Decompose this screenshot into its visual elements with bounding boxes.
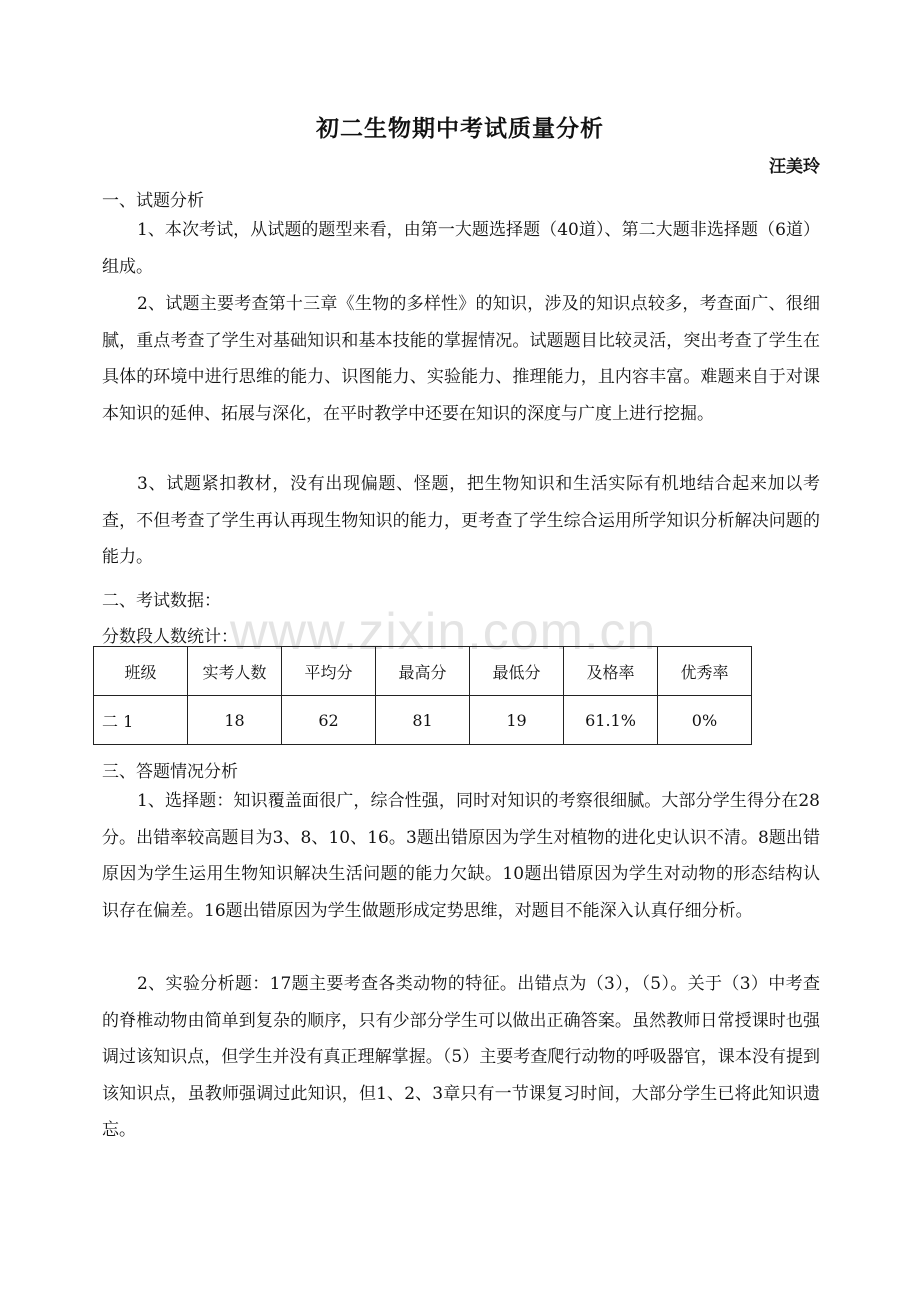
table-cell: 61.1% — [564, 696, 658, 745]
table-header-cell: 平均分 — [282, 647, 376, 696]
table-cell: 0% — [658, 696, 752, 745]
section1-paragraph-3: 3、试题紧扣教材，没有出现偏题、怪题，把生物知识和生活实际有机地结合起来加以考查，不但考查了学生再认再现生物知识的能力，更考查了学生综合运用所学知识分析解决问题的能力。 — [102, 474, 820, 567]
score-stats-label: 分数段人数统计： — [102, 627, 238, 647]
section1-paragraph-1: 1、本次考试，从试题的题型来看，由第一大题选择题（40道）、第二大题非选择题（6道）组成。 — [102, 220, 820, 277]
table-header-cell: 优秀率 — [658, 647, 752, 696]
section3-paragraph-1: 1、选择题：知识覆盖面很广，综合性强，同时对知识的考察很细腻。大部分学生得分在28分。出错率较高题目为3、8、10、16。3题出错原因为学生对植物的进化史认识不清。8题出错原因为学生运用生物知识解决生活问题的能力欠缺。10题出错原因为学生对动物的形态结构认识存在偏差。16题出错原因为学生做题形成定势思维，对题目不能深入认真仔细分析。 — [102, 791, 820, 921]
table-cell: 19 — [470, 696, 564, 745]
table-cell: 二 1 — [94, 696, 188, 745]
section1-paragraph-2: 2、试题主要考查第十三章《生物的多样性》的知识，涉及的知识点较多，考查面广、很细腻，重点考查了学生对基础知识和基本技能的掌握情况。试题题目比较灵活，突出考查了学生在具体的环境中进行思维的能力、识图能力、实验能力、推理能力，且内容丰富。难题来自于对课本知识的延伸、拓展与深化，在平时教学中还要在知识的深度与广度上进行挖掘。 — [102, 294, 820, 424]
section3-heading: 三、答题情况分析 — [102, 762, 238, 782]
section3-paragraph-2: 2、实验分析题：17题主要考查各类动物的特征。出错点为（3），（5）。关于（3）中考查的脊椎动物由简单到复杂的顺序，只有少部分学生可以做出正确答案。虽然教师日常授课时也强调过该知识点，但学生并没有真正理解掌握。（5）主要考查爬行动物的呼吸器官，课本没有提到该知识点，虽教师强调过此知识，但1、2、3章只有一节课复习时间，大部分学生已将此知识遗忘。 — [102, 974, 820, 1140]
table-cell: 62 — [282, 696, 376, 745]
table-header-row — [94, 647, 752, 696]
table-cell: 81 — [376, 696, 470, 745]
table-row — [94, 696, 752, 745]
watermark: www.zixin.com.cn — [230, 603, 657, 661]
score-table — [93, 646, 752, 745]
table-header-cell: 班级 — [94, 647, 188, 696]
table-header-cell: 最低分 — [470, 647, 564, 696]
table-header-cell: 最高分 — [376, 647, 470, 696]
table-cell: 18 — [188, 696, 282, 745]
section2-heading: 二、考试数据： — [102, 591, 221, 611]
table-header-cell: 及格率 — [564, 647, 658, 696]
document-title: 初二生物期中考试质量分析 — [316, 115, 604, 142]
table-header-cell: 实考人数 — [188, 647, 282, 696]
section1-heading: 一、试题分析 — [102, 191, 204, 211]
author-name: 汪美玲 — [769, 157, 820, 177]
